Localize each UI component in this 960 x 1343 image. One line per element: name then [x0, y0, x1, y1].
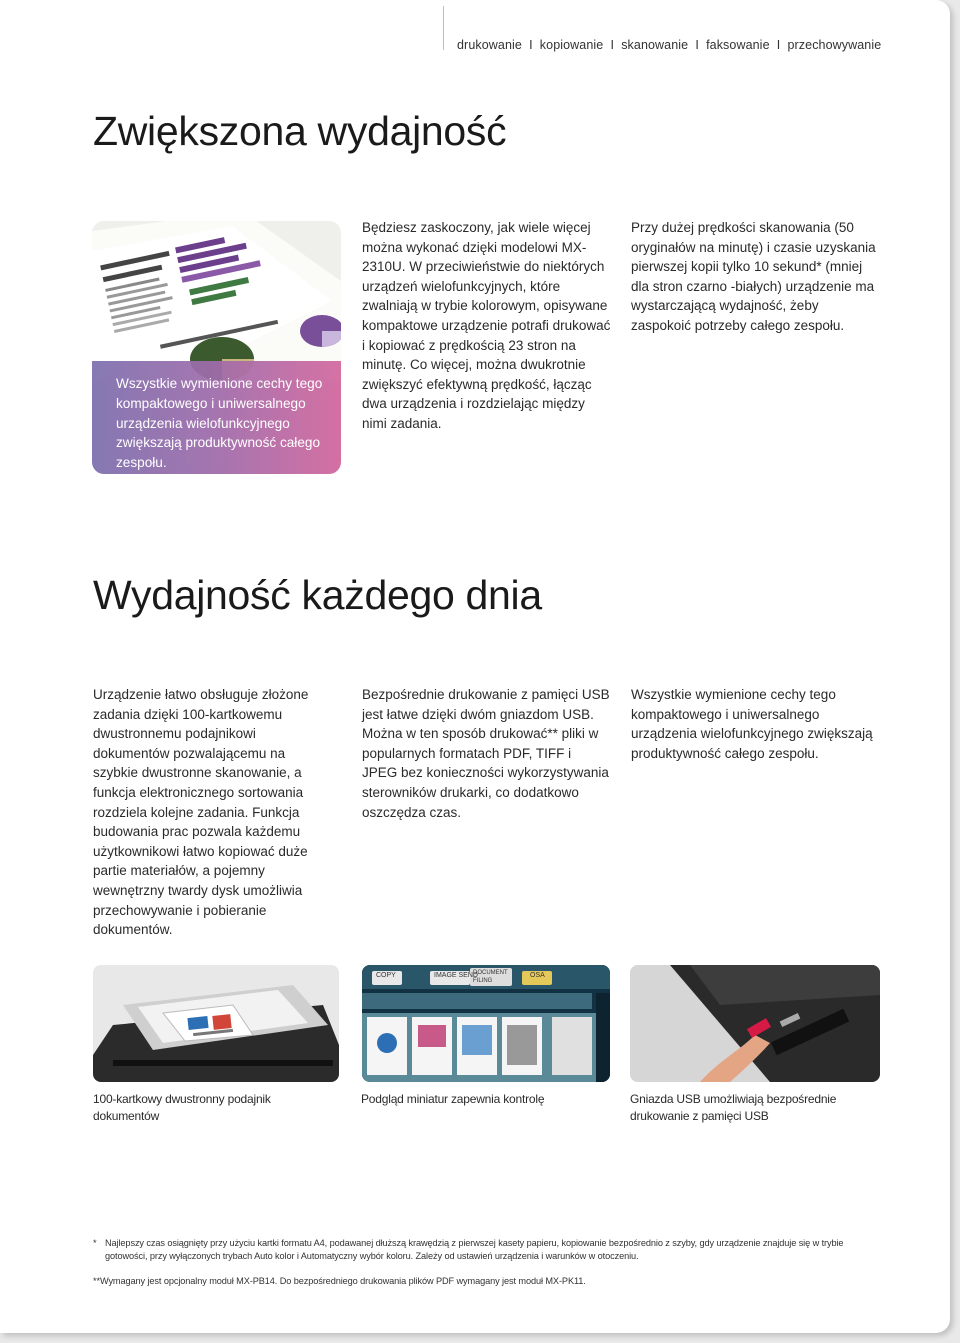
photo-document-feeder [93, 965, 339, 1082]
section1-title: Zwiększona wydajność [93, 108, 507, 154]
header-divider [443, 6, 444, 50]
footnote-1-mark: * [93, 1238, 97, 1248]
caption-document-feeder: 100-kartkowy dwustronny podajnik dokumentów [93, 1092, 271, 1123]
footnote-1-text: Najlepszy czas osiągnięty przy użyciu kartki formatu A4, podawanej dłuższą krawędzią z pierwszej kasety papieru, kopiowanie bezpośrednio z szyby, gdy urządzenie znajduje się w trybie gotowości, przy wyłączonych trybach Auto kolor i Automatyczny wybór koloru. Zależy od ustawień urządzenia i warunków w otoczeniu. [105, 1238, 844, 1262]
usb-slot-illustration [630, 965, 880, 1082]
document-photo [92, 221, 341, 381]
tab-copy: COPY [376, 972, 396, 979]
promo-card [92, 221, 341, 474]
section2-column3: Wszystkie wymienione cechy tego kompaktowego i uniwersalnego urządzenia wielofunkcyjnego zwiększają produktywność całego zespołu. [631, 687, 873, 761]
tab-image-send: IMAGE SEND [434, 972, 478, 979]
section2-column1: Urządzenie łatwo obsługuje złożone zadania dzięki 100-kartkowemu dwustronnemu podajnikowi dokumentów pozwalającemu na szybkie dwustronne skanowanie, a funkcja elektronicznego sortowania rozdziela kolejne zadania. Funkcja budowania prac pozwala każdemu użytkownikowi łatwo kopiować duże partie materiałów, a pojemny wewnętrzny twardy dysk umożliwia przechowywanie i pobieranie dokumentów. [93, 687, 309, 938]
footnote-2: **Wymagany jest opcjonalny moduł MX-PB14. Do bezpośredniego drukowania plików PDF wymagany jest moduł MX-PK11. [93, 1276, 586, 1286]
photo-usb-slot [630, 965, 880, 1082]
caption-thumbnail-preview: Podgląd miniatur zapewnia kontrolę [361, 1092, 545, 1106]
caption-usb-slot: Gniazda USB umożliwiają bezpośrednie drukowanie z pamięci USB [630, 1092, 837, 1123]
header-nav: drukowanie I kopiowanie I skanowanie I faksowanie I przechowywanie [457, 38, 882, 52]
tab-document-filing: DOCUMENT FILING [473, 970, 508, 984]
promo-text: Wszystkie wymienione cechy tego kompaktowego i uniwersalnego urządzenia wielofunkcyjnego zwiększają produktywność całego zespołu. [116, 376, 323, 471]
document-feeder-illustration [93, 965, 339, 1082]
photo-thumbnail-preview [362, 965, 610, 1082]
section1-column2: Będziesz zaskoczony, jak wiele więcej można wykonać dzięki modelowi MX-2310U. W przeciwieństwie do niektórych urządzeń wielofunkcyjnych, które zwalniają w trybie kolorowym, opisywane kompaktowe urządzenie potrafi drukować i kopiować z prędkością 23 stron na minutę. Co więcej, można dwukrotnie zwiększyć efektywną prędkość, łącząc dwa urządzenia i rozdzielając między nimi zadania. [362, 220, 611, 431]
section2-title: Wydajność każdego dnia [93, 572, 542, 618]
tab-osa: OSA [530, 972, 545, 979]
section2-column2: Bezpośrednie drukowanie z pamięci USB jest łatwe dzięki dwóm gniazdom USB. Można w ten sposób drukować** pliki w popularnych formatach PDF, TIFF i JPEG bez konieczności wykorzystywania sterowników drukarki, co dodatkowo oszczędza czas. [362, 687, 610, 820]
section1-column3: Przy dużej prędkości skanowania (50 oryginałów na minutę) i czasie uzyskania pierwszej kopii tylko 10 sekund* (mniej dla stron czarno -białych) urządzenie ma wystarczającą wydajność, żeby zaspokoić potrzeby całego zespołu. [631, 220, 876, 333]
footnote-1 [93, 1237, 853, 1263]
